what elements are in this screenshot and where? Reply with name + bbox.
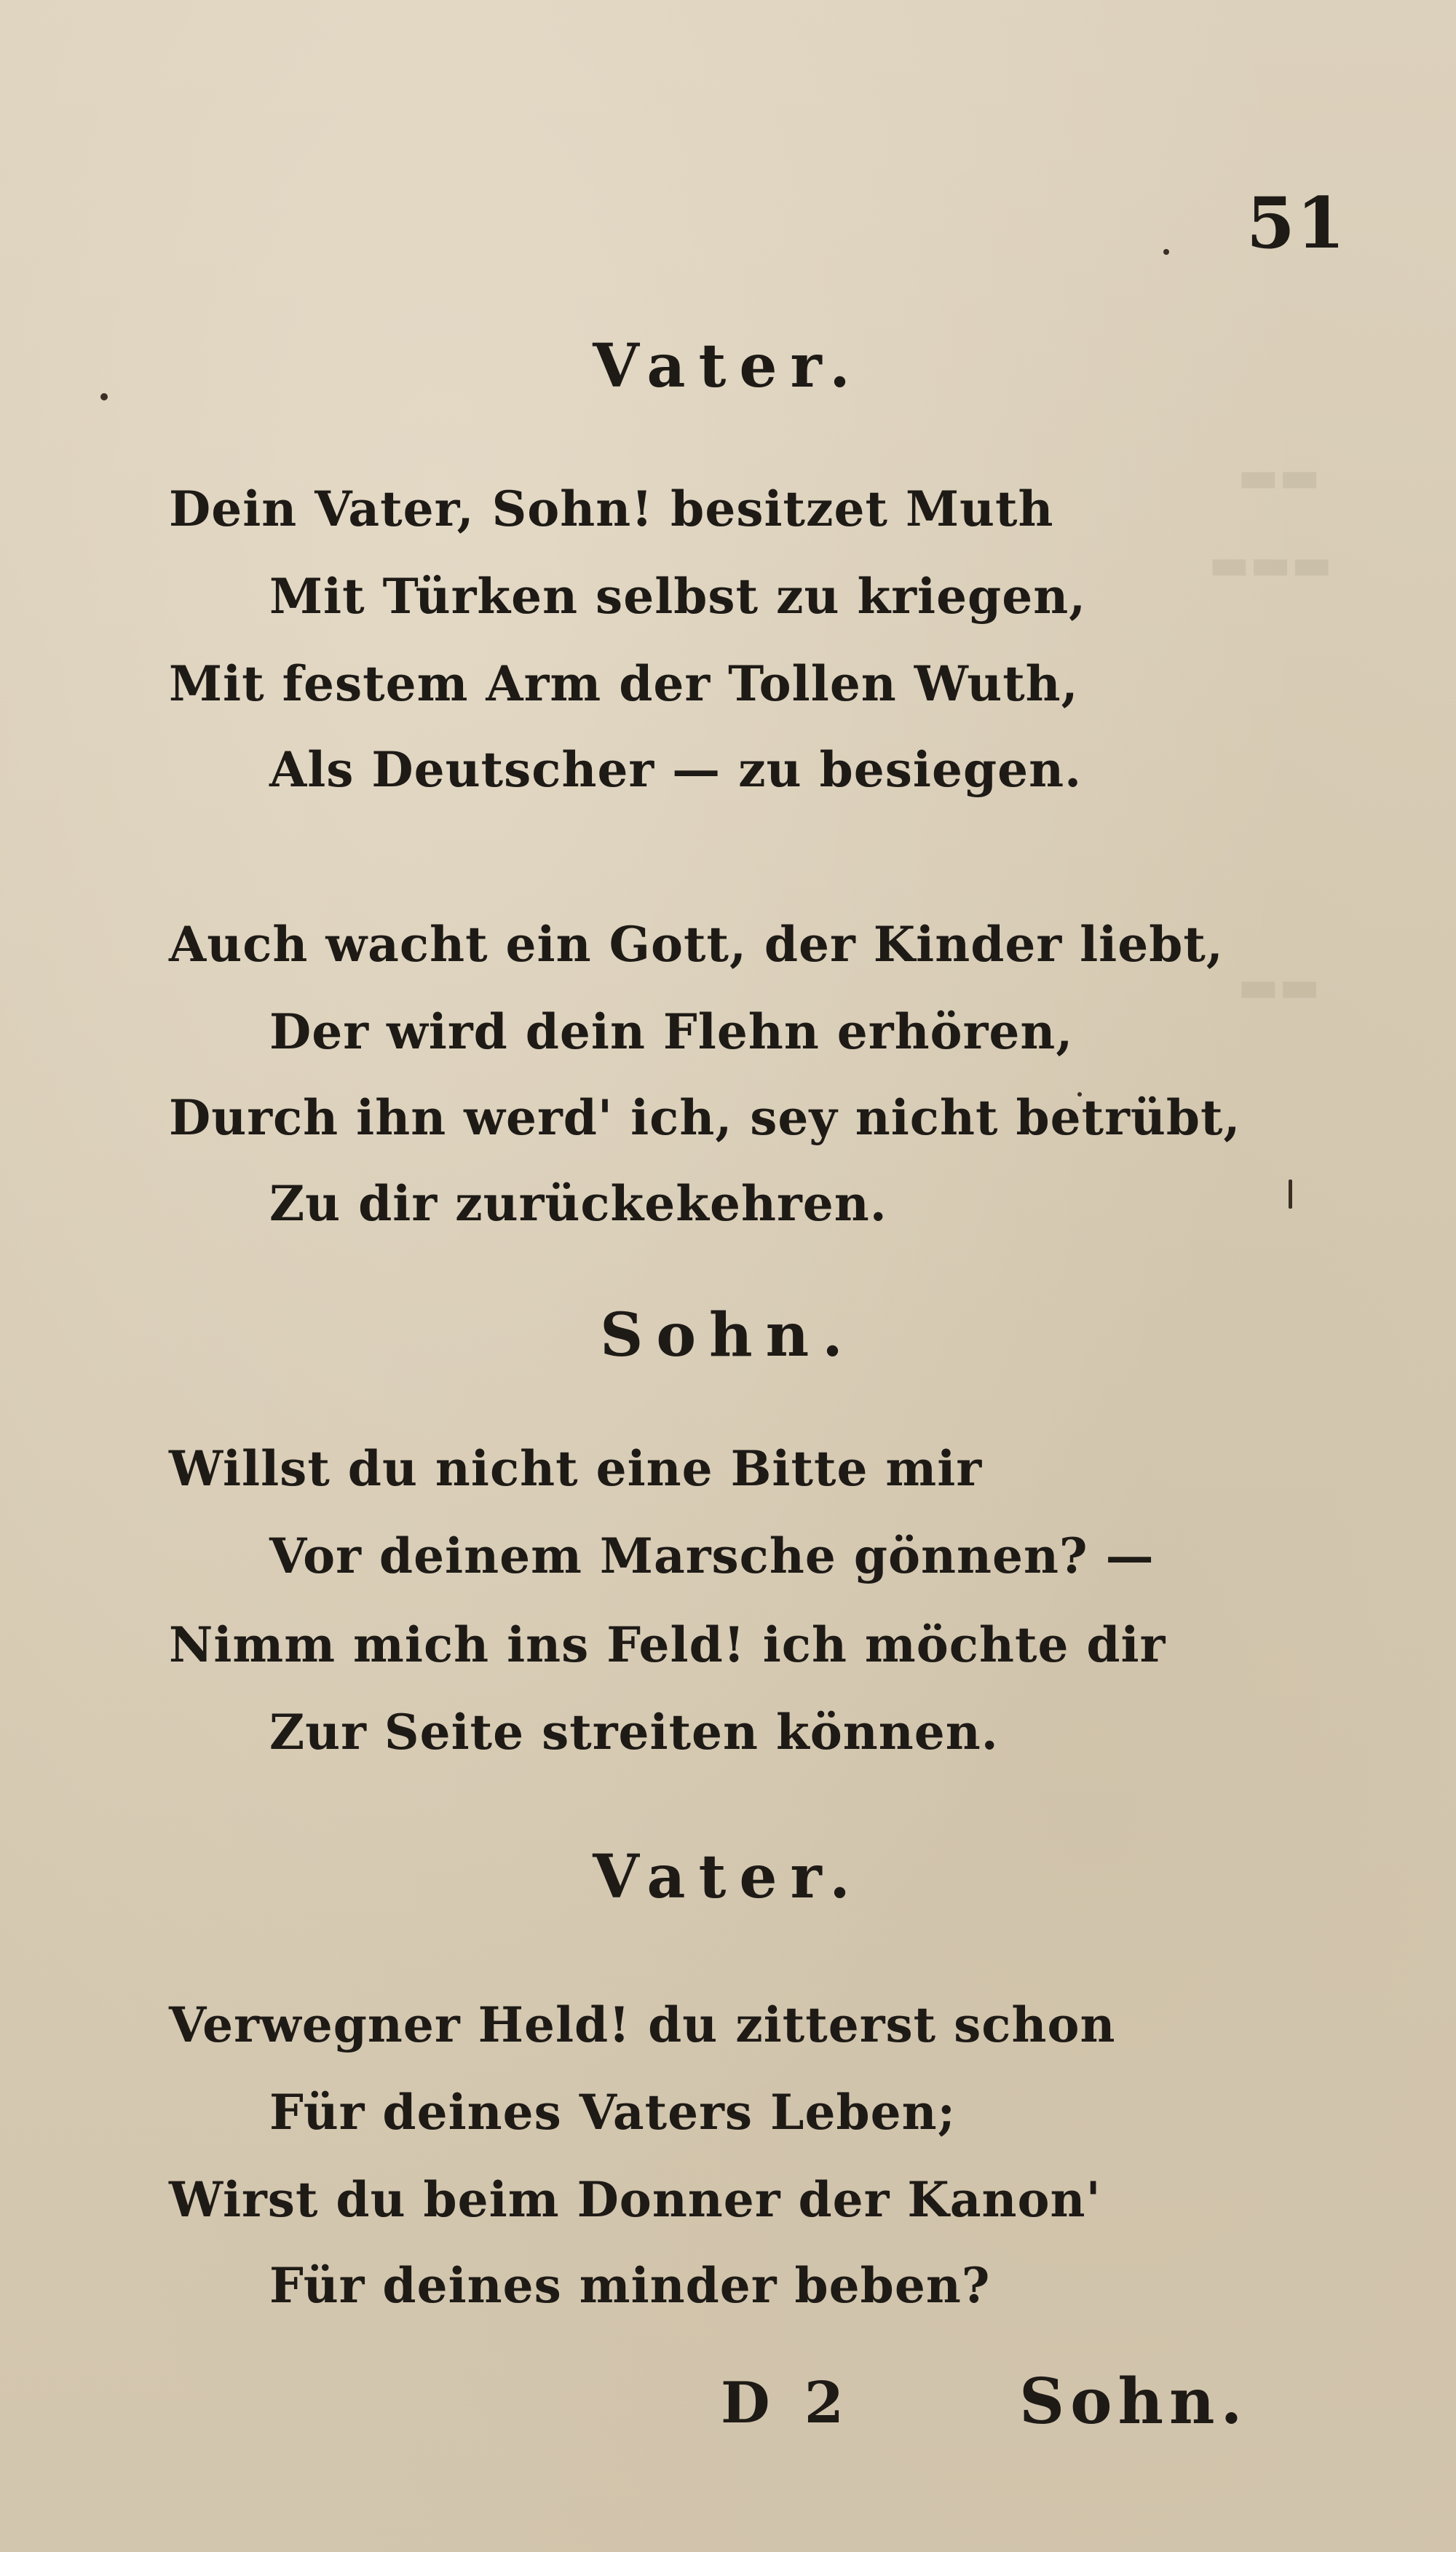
verse-line: Für deines Vaters Leben; [269,2084,956,2141]
verse-line: Mit Türken selbst zu kriegen, [269,568,1087,625]
show-through-text: ▬▬ [1238,451,1321,502]
verse-line: Wirst du beim Donner der Kanon' [169,2171,1101,2228]
verse-line: Zu dir zurückekehren. [269,1175,887,1232]
speaker-heading: Vater. [593,331,863,401]
verse-line: Nimm mich ins Feld! ich möchte dir [169,1616,1166,1673]
verse-line: Für deines minder beben? [269,2257,991,2314]
verse-line: Zur Seite streiten können. [269,1704,999,1761]
verse-line: Mit festem Arm der Tollen Wuth, [169,655,1079,712]
verse-line: Auch wacht ein Gott, der Kinder liebt, [169,916,1224,973]
verse-line: Willst du nicht eine Bitte mir [169,1440,983,1497]
verse-line: Als Deutscher — zu besiegen. [269,741,1083,798]
paper-speck [1163,249,1169,255]
verse-line: Verwegner Held! du zitterst schon [169,1996,1116,2053]
verse-line: Vor deinem Marsche gönnen? — [269,1528,1155,1584]
show-through-text: ▬▬ [1238,961,1321,1012]
signature-mark: D 2 [721,2370,852,2436]
page-number: 51 [1246,182,1347,264]
catchword: Sohn. [1019,2365,1249,2438]
verse-line: Durch ihn werd' ich, sey nicht betrübt, [169,1089,1241,1146]
verse-line: Dein Vater, Sohn! besitzet Muth [169,481,1054,537]
speaker-heading: Sohn. [600,1300,856,1370]
speaker-heading: Vater. [593,1842,863,1912]
verse-line: Der wird dein Flehn erhören, [269,1003,1074,1060]
show-through-text: ▬▬▬ [1208,539,1333,590]
paper-speck [1289,1180,1292,1209]
